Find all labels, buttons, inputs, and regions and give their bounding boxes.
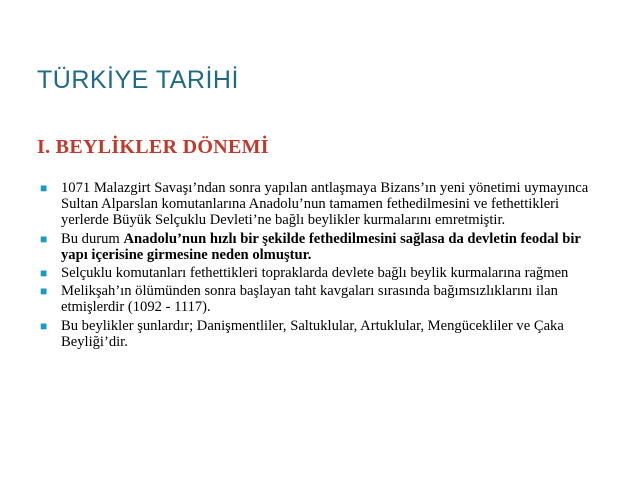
bullet-item [40, 265, 608, 281]
bullet-list [40, 180, 608, 352]
square-bullet-icon: ■ [40, 318, 48, 333]
square-bullet-icon: ■ [40, 231, 48, 246]
bullet-text [61, 231, 581, 263]
slide-title: TÜRKİYE TARİHİ [37, 66, 239, 94]
square-bullet-icon: ■ [40, 266, 48, 281]
bullet-item [40, 180, 608, 229]
square-bullet-icon: ■ [40, 284, 48, 299]
bullet-item [40, 231, 608, 263]
bullet-text-bold: Anadolu’nun hızlı bir şekilde fethedilmesini sağlasa da devletin feodal bir yapı içerisine girmesine neden olmuştur. [61, 230, 581, 263]
bullet-text: Selçuklu komutanları fethettikleri topraklarda devlete bağlı beylik kurmalarına rağmen [61, 265, 569, 282]
bullet-item [40, 318, 608, 350]
bullet-text: Melikşah’ın ölümünden sonra başlayan taht kavgaları sırasında bağımsızlıklarını ilan etmişlerdir (1092 - 1117). [61, 283, 558, 316]
bullet-text-prefix: Bu durum [61, 230, 124, 247]
square-bullet-icon: ■ [40, 181, 48, 195]
bullet-text: Bu beylikler şunlardır; Danişmentliler, Saltuklular, Artuklular, Mengücekliler ve Çaka Beyliği’dir. [61, 317, 564, 350]
slide-subtitle: I. BEYLİKLER DÖNEMİ [37, 136, 269, 158]
bullet-item [40, 283, 608, 315]
bullet-text: 1071 Malazgirt Savaşı’ndan sonra yapılan antlaşmaya Bizans’ın yeni yönetimi uymayınca Sultan Alparslan komutanlarına Anadolu’nun tamamen fethedilmesini ve fethettikleri yerlerde Büyük Selçuklu Devleti’ne bağlı beylikler kurmalarını emretmiştir. [61, 180, 589, 229]
